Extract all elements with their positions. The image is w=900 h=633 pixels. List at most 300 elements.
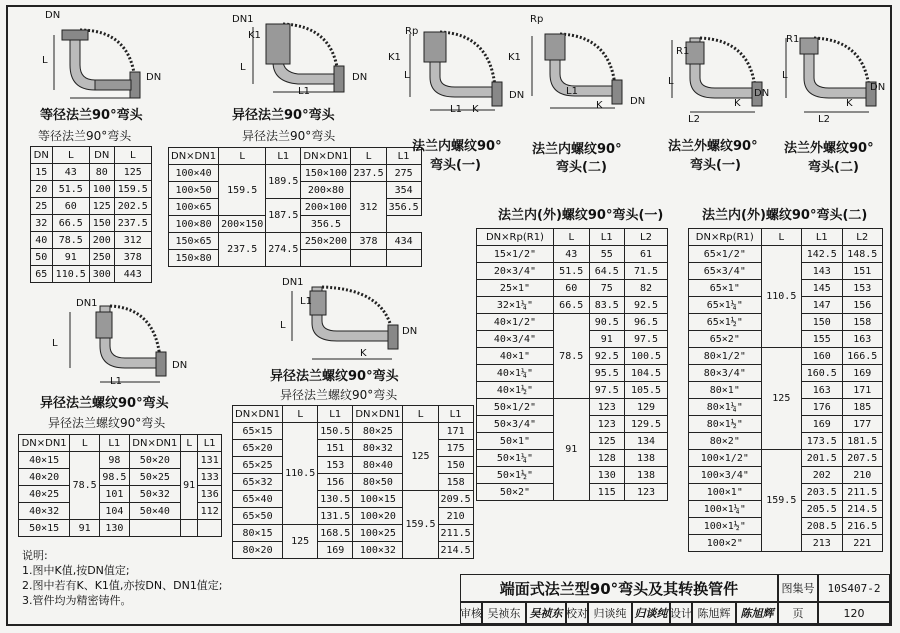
- table-row: [233, 491, 474, 508]
- table-cell: 378: [351, 233, 386, 250]
- table-cell: 150×100: [301, 165, 351, 182]
- table-cell: 169: [802, 416, 842, 433]
- table-cell: 40×1/2": [477, 314, 554, 331]
- table-cell: 15×1/2": [477, 246, 554, 263]
- table-cell: 250: [89, 249, 114, 266]
- d8-dn1-label: DN1: [282, 277, 304, 288]
- table-cell: 80×1/2": [689, 348, 762, 365]
- table-cell: 112: [198, 503, 222, 520]
- notes: [22, 548, 223, 608]
- table-cell: 129.5: [625, 416, 668, 433]
- table-header-cell: DN: [31, 147, 53, 164]
- reviewer-signature: 吴祯东: [526, 602, 566, 624]
- table-cell: 50×1¼": [477, 450, 554, 467]
- d4-caption-1: 法兰内螺纹90°: [532, 142, 622, 157]
- table-cell: 275: [386, 165, 421, 182]
- table-cell: 150×80: [169, 250, 219, 267]
- table-cell: 100×1": [689, 484, 762, 501]
- table-cell: 80×1¼": [689, 399, 762, 416]
- design-label: 设计: [670, 602, 692, 624]
- table-cell: 143: [802, 263, 842, 280]
- table-cell: 177: [842, 416, 882, 433]
- table-header-row: [169, 148, 422, 165]
- table-cell: 100×80: [169, 216, 219, 233]
- table-cell: [198, 520, 222, 537]
- table-cell: 136: [198, 486, 222, 503]
- table-row: [31, 181, 152, 198]
- table-cell: 129: [625, 399, 668, 416]
- table-row: [477, 280, 668, 297]
- table-cell: 147: [802, 297, 842, 314]
- table-row: [477, 246, 668, 263]
- table-row: [477, 263, 668, 280]
- table1-title: 等径法兰90°弯头: [38, 129, 132, 143]
- table5-title: 异径法兰螺纹90°弯头: [48, 416, 166, 430]
- table-header-cell: DN: [89, 147, 114, 164]
- d3-caption-2: 弯头(一): [430, 158, 481, 173]
- table-cell: 443: [114, 266, 151, 283]
- table-cell: 66.5: [553, 297, 589, 314]
- table-cell: 40×25: [19, 486, 70, 503]
- table-cell: 131.5: [318, 508, 353, 525]
- table-cell: 78.5: [70, 452, 100, 520]
- table-cell: 32: [31, 215, 53, 232]
- d8-l-label: L: [280, 320, 286, 331]
- table-row: [689, 348, 883, 365]
- table-cell: 201.5: [802, 450, 842, 467]
- table-cell: 65×1¼": [689, 297, 762, 314]
- d4-rp-label: Rp: [530, 14, 544, 25]
- table-header-cell: L: [219, 148, 266, 165]
- table-cell: 160: [802, 348, 842, 365]
- table-cell: 200×150: [219, 216, 266, 233]
- table-cell: 130: [589, 467, 625, 484]
- d5-k-label: K: [734, 98, 741, 109]
- table-cell: 40×20: [19, 469, 70, 486]
- d2-k1-label: K1: [248, 30, 261, 41]
- d4-k1-label: K1: [508, 52, 521, 63]
- table-cell: 128: [589, 450, 625, 467]
- table-cell: 158: [438, 474, 473, 491]
- table-cell: 43: [553, 246, 589, 263]
- table-row: [169, 165, 422, 182]
- table-cell: 100×32: [353, 542, 403, 559]
- table-cell: 100×40: [169, 165, 219, 182]
- table-cell: 91: [70, 520, 100, 537]
- table-cell: 145: [802, 280, 842, 297]
- table-cell: 82: [625, 280, 668, 297]
- table-cell: 134: [625, 433, 668, 450]
- table-cell: 354: [386, 182, 421, 199]
- table-cell: [351, 250, 386, 267]
- table-cell: 91: [52, 249, 89, 266]
- table-cell: 356.5: [301, 216, 351, 233]
- table-cell: 65×50: [233, 508, 283, 525]
- d7-dn-label: DN: [172, 360, 188, 371]
- review-label: 审核: [460, 602, 482, 624]
- table-cell: 90.5: [589, 314, 625, 331]
- table-cell: 50: [31, 249, 53, 266]
- table-header-cell: L: [70, 435, 100, 452]
- table-header-cell: DN×DN1: [301, 148, 351, 165]
- d3-l1-label: L1: [450, 104, 462, 115]
- table-cell: 131: [198, 452, 222, 469]
- table-cell: 50×1½": [477, 467, 554, 484]
- d8-k-label: K: [360, 348, 367, 359]
- d4-l1-label: L1: [566, 86, 578, 97]
- designer-signature: 陈旭辉: [736, 602, 778, 624]
- table-cell: 159.5: [403, 491, 438, 559]
- d8-l1-label: L1: [300, 296, 312, 307]
- d4-caption-2: 弯头(二): [556, 160, 607, 175]
- table-cell: 130: [99, 520, 129, 537]
- table-cell: 25×1": [477, 280, 554, 297]
- note-1: 1.图中K值,按DN值定;: [22, 564, 130, 577]
- table-cell: 175: [438, 440, 473, 457]
- table-cell: 187.5: [266, 199, 301, 233]
- table-cell: 189.5: [266, 165, 301, 199]
- table-cell: 105.5: [625, 382, 668, 399]
- table-cell: 110.5: [52, 266, 89, 283]
- table-cell: 25: [31, 198, 53, 215]
- table-cell: 160.5: [802, 365, 842, 382]
- d2-l1-label: L1: [298, 86, 310, 97]
- table-cell: 80×3/4": [689, 365, 762, 382]
- table-cell: 80×32: [353, 440, 403, 457]
- table-cell: 169: [318, 542, 353, 559]
- table-header-cell: L2: [625, 229, 668, 246]
- table-cell: 434: [386, 233, 421, 250]
- d3-caption-1: 法兰内螺纹90°: [412, 139, 502, 154]
- table-cell: 163: [802, 382, 842, 399]
- table-cell: 171: [438, 423, 473, 440]
- table-cell: 80×50: [353, 474, 403, 491]
- table-row: [31, 249, 152, 266]
- note-3: 3.管件均为精密铸件。: [22, 594, 132, 607]
- table-cell: 159.5: [761, 450, 801, 552]
- table-header-cell: L: [180, 435, 197, 452]
- title-block: [460, 574, 890, 624]
- table-header-row: [31, 147, 152, 164]
- table-cell: 378: [114, 249, 151, 266]
- table-cell: 60: [553, 280, 589, 297]
- note-2: 2.图中若有K、K1值,亦按DN、DN1值定;: [22, 579, 223, 592]
- page-label: 页: [778, 602, 818, 624]
- table-cell: 20: [31, 181, 53, 198]
- table-cell: 97.5: [589, 382, 625, 399]
- table-header-cell: DN×DN1: [233, 406, 283, 423]
- table-cell: 78.5: [52, 232, 89, 249]
- table-cell: 104.5: [625, 365, 668, 382]
- table-cell: 210: [438, 508, 473, 525]
- table-cell: 356.5: [386, 199, 421, 216]
- page-number: 120: [818, 602, 890, 624]
- table-cell: 185: [842, 399, 882, 416]
- flange-outer-thread-elbow-1-drawing: [660, 28, 780, 123]
- table-cell: 200×80: [301, 182, 351, 199]
- table-cell: 65×1/2": [689, 246, 762, 263]
- table-cell: 51.5: [52, 181, 89, 198]
- table-row: [477, 314, 668, 331]
- table3-title: 法兰内(外)螺纹90°弯头(一): [498, 208, 664, 223]
- table-cell: 133: [198, 469, 222, 486]
- table-cell: 211.5: [842, 484, 882, 501]
- table-row: [31, 232, 152, 249]
- d2-l-label: L: [240, 62, 246, 73]
- d1-dn-top-label: DN: [45, 10, 61, 21]
- table-cell: 203.5: [802, 484, 842, 501]
- table-header-cell: DN×DN1: [19, 435, 70, 452]
- d7-l1-label: L1: [110, 376, 122, 387]
- table-header-cell: L: [403, 406, 438, 423]
- d3-k-label: K: [472, 104, 479, 115]
- table-cell: 98.5: [99, 469, 129, 486]
- table-cell: 64.5: [589, 263, 625, 280]
- table-cell: 65×32: [233, 474, 283, 491]
- table-cell: 151: [842, 263, 882, 280]
- equal-flange-elbow-drawing: [40, 10, 170, 105]
- d4-dn-label: DN: [630, 96, 646, 107]
- table-flange-thread-elbow-2: [688, 228, 883, 552]
- table-cell: 61: [625, 246, 668, 263]
- table-cell: 158: [842, 314, 882, 331]
- table-row: [31, 215, 152, 232]
- table-cell: 50×25: [129, 469, 180, 486]
- d5-dn-label: DN: [754, 88, 770, 99]
- table-cell: 153: [318, 457, 353, 474]
- table-cell: 100.5: [625, 348, 668, 365]
- table-cell: 32×1¼": [477, 297, 554, 314]
- table-cell: 213: [802, 535, 842, 552]
- table-flange-thread-elbow-1: [476, 228, 668, 501]
- table-cell: 150×65: [169, 233, 219, 250]
- d2-caption: 异径法兰90°弯头: [232, 108, 335, 123]
- table-cell: 65×1½": [689, 314, 762, 331]
- table-row: [477, 399, 668, 416]
- table-cell: 40×15: [19, 452, 70, 469]
- table-cell: 50×2": [477, 484, 554, 501]
- d5-r1-label: R1: [676, 46, 690, 57]
- table-reducing-flange-thread-elbow-left: [18, 434, 222, 537]
- table-cell: 214.5: [438, 542, 473, 559]
- table-cell: 65: [31, 266, 53, 283]
- table-row: [31, 266, 152, 283]
- table-cell: 159.5: [219, 165, 266, 216]
- reviewer-name: 吴祯东: [482, 602, 526, 624]
- table-cell: 156: [842, 297, 882, 314]
- table-cell: 80×1½": [689, 416, 762, 433]
- table-cell: 171: [842, 382, 882, 399]
- table-cell: 75: [589, 280, 625, 297]
- table6-title: 异径法兰螺纹90°弯头: [280, 388, 398, 402]
- table-cell: 65×2": [689, 331, 762, 348]
- table-row: [31, 198, 152, 215]
- table-cell: 100×65: [169, 199, 219, 216]
- table-cell: 138: [625, 450, 668, 467]
- table-header-cell: L2: [842, 229, 882, 246]
- table-cell: 104: [99, 503, 129, 520]
- d3-dn-label: DN: [509, 90, 525, 101]
- d2-dn1-label: DN1: [232, 14, 254, 25]
- table-cell: 125: [114, 164, 151, 181]
- table-cell: 100×3/4": [689, 467, 762, 484]
- table-cell: 91: [180, 452, 197, 520]
- table-header-cell: L1: [386, 148, 421, 165]
- table-cell: 168.5: [318, 525, 353, 542]
- table-cell: 312: [114, 232, 151, 249]
- table4-title: 法兰内(外)螺纹90°弯头(二): [702, 208, 868, 223]
- d6-k-label: K: [846, 98, 853, 109]
- proof-label: 校对: [566, 602, 588, 624]
- d5-l-label: L: [668, 76, 674, 87]
- table-cell: 209.5: [438, 491, 473, 508]
- table-cell: 15: [31, 164, 53, 181]
- table-cell: 91: [553, 399, 589, 501]
- table-header-cell: L1: [198, 435, 222, 452]
- table-cell: 40×1": [477, 348, 554, 365]
- table-header-cell: L1: [589, 229, 625, 246]
- table-cell: 71.5: [625, 263, 668, 280]
- table-cell: 80: [89, 164, 114, 181]
- table-header-row: [233, 406, 474, 423]
- table-cell: 83.5: [589, 297, 625, 314]
- table-cell: 159.5: [114, 181, 151, 198]
- notes-heading: 说明:: [22, 549, 48, 562]
- table-cell: 50×1": [477, 433, 554, 450]
- table-cell: 50×40: [129, 503, 180, 520]
- designer-name: 陈旭辉: [692, 602, 736, 624]
- table-cell: 150: [438, 457, 473, 474]
- table-cell: 202.5: [114, 198, 151, 215]
- table-cell: 92.5: [589, 348, 625, 365]
- table-reducing-flange-thread-elbow-right: [232, 405, 474, 559]
- table-cell: 100×50: [169, 182, 219, 199]
- table-cell: 123: [589, 399, 625, 416]
- table-cell: 237.5: [219, 233, 266, 267]
- table-cell: 150.5: [318, 423, 353, 440]
- table-cell: 176: [802, 399, 842, 416]
- table-cell: [301, 250, 351, 267]
- table-header-cell: L1: [802, 229, 842, 246]
- table-cell: 250×200: [301, 233, 351, 250]
- table2-title: 异径法兰90°弯头: [242, 129, 336, 143]
- table-row: [169, 233, 422, 250]
- drawing-title: 端面式法兰型90°弯头及其转换管件: [460, 574, 778, 602]
- table-cell: 130.5: [318, 491, 353, 508]
- table-cell: [386, 250, 421, 267]
- table-header-cell: DN×DN1: [353, 406, 403, 423]
- d7-caption: 异径法兰螺纹90°弯头: [40, 396, 169, 411]
- d6-r1-label: R1: [786, 34, 800, 45]
- table-row: [19, 520, 222, 537]
- table-reducing-flange-elbow: [168, 147, 422, 267]
- table-cell: 123: [625, 484, 668, 501]
- table-cell: 60: [52, 198, 89, 215]
- table-cell: 40×32: [19, 503, 70, 520]
- table-cell: 142.5: [802, 246, 842, 263]
- d1-dn-bottom-label: DN: [146, 72, 162, 83]
- table-cell: 65×20: [233, 440, 283, 457]
- table-cell: 101: [99, 486, 129, 503]
- table-cell: 96.5: [625, 314, 668, 331]
- table-cell: 163: [842, 331, 882, 348]
- table-cell: 210: [842, 467, 882, 484]
- table-cell: 80×25: [353, 423, 403, 440]
- table-header-cell: L: [283, 406, 318, 423]
- proofreader-signature: 归谈纯: [632, 602, 670, 624]
- table-cell: 200×100: [301, 199, 351, 216]
- table-cell: 155: [802, 331, 842, 348]
- d7-dn1-label: DN1: [76, 298, 98, 309]
- table-header-cell: L1: [99, 435, 129, 452]
- table-cell: [129, 520, 180, 537]
- table-cell: 92.5: [625, 297, 668, 314]
- table-cell: 43: [52, 164, 89, 181]
- table-cell: 50×20: [129, 452, 180, 469]
- table-cell: 221: [842, 535, 882, 552]
- table-header-cell: L1: [266, 148, 301, 165]
- table-cell: 100×15: [353, 491, 403, 508]
- table-cell: 274.5: [266, 233, 301, 267]
- table-row: [689, 246, 883, 263]
- table-row: [477, 297, 668, 314]
- d2-dn-label: DN: [352, 72, 368, 83]
- table-cell: 125: [403, 423, 438, 491]
- table-row: [31, 164, 152, 181]
- table-cell: 208.5: [802, 518, 842, 535]
- table-cell: 202: [802, 467, 842, 484]
- table-cell: 211.5: [438, 525, 473, 542]
- table-cell: 125: [89, 198, 114, 215]
- table-cell: 40×3/4": [477, 331, 554, 348]
- table-cell: 100×1/2": [689, 450, 762, 467]
- table-cell: 100×20: [353, 508, 403, 525]
- table-cell: 40×1¼": [477, 365, 554, 382]
- table-cell: 237.5: [114, 215, 151, 232]
- table-cell: 205.5: [802, 501, 842, 518]
- table-cell: 65×3/4": [689, 263, 762, 280]
- table-row: [233, 423, 474, 440]
- table-cell: 40×1½": [477, 382, 554, 399]
- table-cell: 123: [589, 416, 625, 433]
- d7-l-label: L: [52, 338, 58, 349]
- table-cell: 138: [625, 467, 668, 484]
- table-cell: 169: [842, 365, 882, 382]
- table-cell: 91: [589, 331, 625, 348]
- table-row: [689, 450, 883, 467]
- table-cell: 150: [802, 314, 842, 331]
- table-cell: 125: [589, 433, 625, 450]
- table-cell: 115: [589, 484, 625, 501]
- table-cell: 100×1½": [689, 518, 762, 535]
- table-cell: 125: [761, 348, 801, 450]
- table-header-cell: DN×DN1: [169, 148, 219, 165]
- table-header-row: [477, 229, 668, 246]
- table-cell: 40: [31, 232, 53, 249]
- table-cell: 80×15: [233, 525, 283, 542]
- table-cell: 200: [89, 232, 114, 249]
- d6-l2-label: L2: [818, 114, 830, 125]
- table-cell: 80×20: [233, 542, 283, 559]
- table-header-cell: L1: [318, 406, 353, 423]
- d5-caption-1: 法兰外螺纹90°: [668, 139, 758, 154]
- table-cell: 50×3/4": [477, 416, 554, 433]
- table-cell: 66.5: [52, 215, 89, 232]
- table-row: [19, 452, 222, 469]
- table-cell: 148.5: [842, 246, 882, 263]
- d6-caption-1: 法兰外螺纹90°: [784, 141, 874, 156]
- d8-dn-label: DN: [402, 326, 418, 337]
